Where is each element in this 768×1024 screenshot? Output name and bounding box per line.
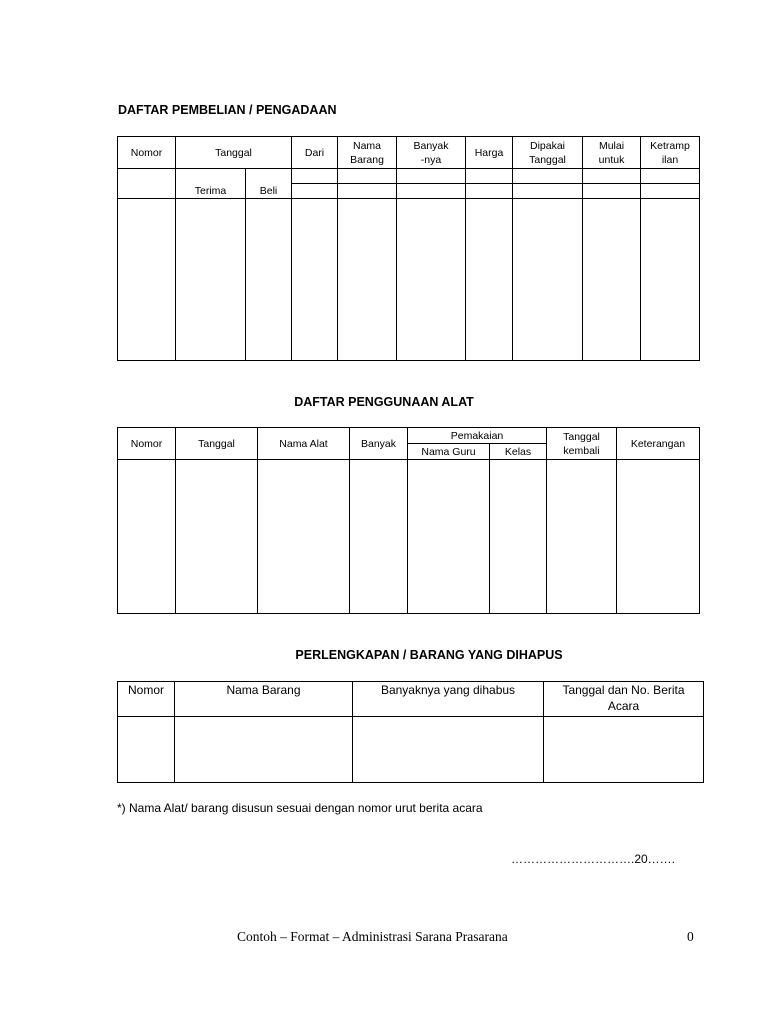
cell: [118, 198, 176, 360]
section2-title: DAFTAR PENGGUNAAN ALAT: [294, 395, 474, 409]
cell: [408, 460, 490, 614]
cell: [338, 198, 397, 360]
cell: [641, 184, 700, 199]
cell: [258, 460, 350, 614]
cell: [292, 184, 338, 199]
cell: [176, 198, 246, 360]
cell: [583, 198, 641, 360]
dihapus-table: [117, 681, 704, 783]
cell: [513, 184, 583, 199]
cell: [513, 169, 583, 184]
cell: [641, 198, 700, 360]
page-number: 0: [687, 929, 694, 944]
header-mulai-untuk: Mulai untuk: [583, 137, 641, 169]
header-nomor: Nomor: [118, 137, 176, 169]
header-keterangan: Keterangan: [617, 428, 700, 460]
header-nomor: Nomor: [118, 428, 176, 460]
section1-title: DAFTAR PEMBELIAN / PENGADAAN: [118, 103, 337, 117]
cell: [617, 460, 700, 614]
cell: [118, 460, 176, 614]
cell: [466, 198, 513, 360]
header-banyaknya: Banyaknya yang dihabus: [353, 682, 544, 717]
cell: [397, 169, 466, 184]
pembelian-table: [117, 136, 700, 361]
header-tanggal: Tanggal: [176, 428, 258, 460]
table-row: [118, 717, 704, 783]
cell: [547, 460, 617, 614]
header-pemakaian: Pemakaian: [408, 428, 547, 444]
cell: [246, 198, 292, 360]
cell: [338, 169, 397, 184]
table-row: [118, 198, 700, 360]
header-dari: Dari: [292, 137, 338, 169]
subheader-beli: Beli: [246, 184, 292, 199]
cell: [466, 184, 513, 199]
cell: [338, 184, 397, 199]
cell: [292, 198, 338, 360]
header-banyaknya: Banyak -nya: [397, 137, 466, 169]
subheader-terima: Terima: [176, 184, 246, 199]
cell: [397, 184, 466, 199]
subheader-nama-guru: Nama Guru: [408, 444, 490, 460]
cell: [641, 169, 700, 184]
cell: [176, 460, 258, 614]
header-nama-alat: Nama Alat: [258, 428, 350, 460]
header-nama-barang: Nama Barang: [175, 682, 353, 717]
section3-title: PERLENGKAPAN / BARANG YANG DIHAPUS: [295, 648, 563, 662]
header-tanggal-kembali: Tanggal kembali: [547, 428, 617, 460]
cell: [466, 169, 513, 184]
header-dipakai-tanggal: Dipakai Tanggal: [513, 137, 583, 169]
header-banyak: Banyak: [350, 428, 408, 460]
footer-text: Contoh – Format – Administrasi Sarana Prasarana: [237, 929, 508, 944]
table-row: [118, 460, 700, 614]
cell-nomor: [118, 169, 176, 199]
date-line: ………………………….20…….: [511, 852, 676, 866]
subheader-terima-divider: [176, 169, 246, 184]
subheader-beli-divider: [246, 169, 292, 184]
cell: [513, 198, 583, 360]
header-harga: Harga: [466, 137, 513, 169]
header-ketrampilan: Ketramp ilan: [641, 137, 700, 169]
cell: [583, 184, 641, 199]
subheader-kelas: Kelas: [490, 444, 547, 460]
cell: [292, 169, 338, 184]
cell: [350, 460, 408, 614]
header-nomor: Nomor: [118, 682, 175, 717]
cell: [175, 717, 353, 783]
cell: [544, 717, 704, 783]
header-nama-barang: Nama Barang: [338, 137, 397, 169]
cell: [118, 717, 175, 783]
footnote: *) Nama Alat/ barang disusun sesuai dengan nomor urut berita acara: [117, 801, 483, 815]
cell: [353, 717, 544, 783]
cell: [490, 460, 547, 614]
cell: [397, 198, 466, 360]
cell: [583, 169, 641, 184]
header-tanggal-berita: Tanggal dan No. Berita Acara: [544, 682, 704, 717]
header-tanggal: Tanggal: [176, 137, 292, 169]
penggunaan-table: [117, 427, 700, 614]
